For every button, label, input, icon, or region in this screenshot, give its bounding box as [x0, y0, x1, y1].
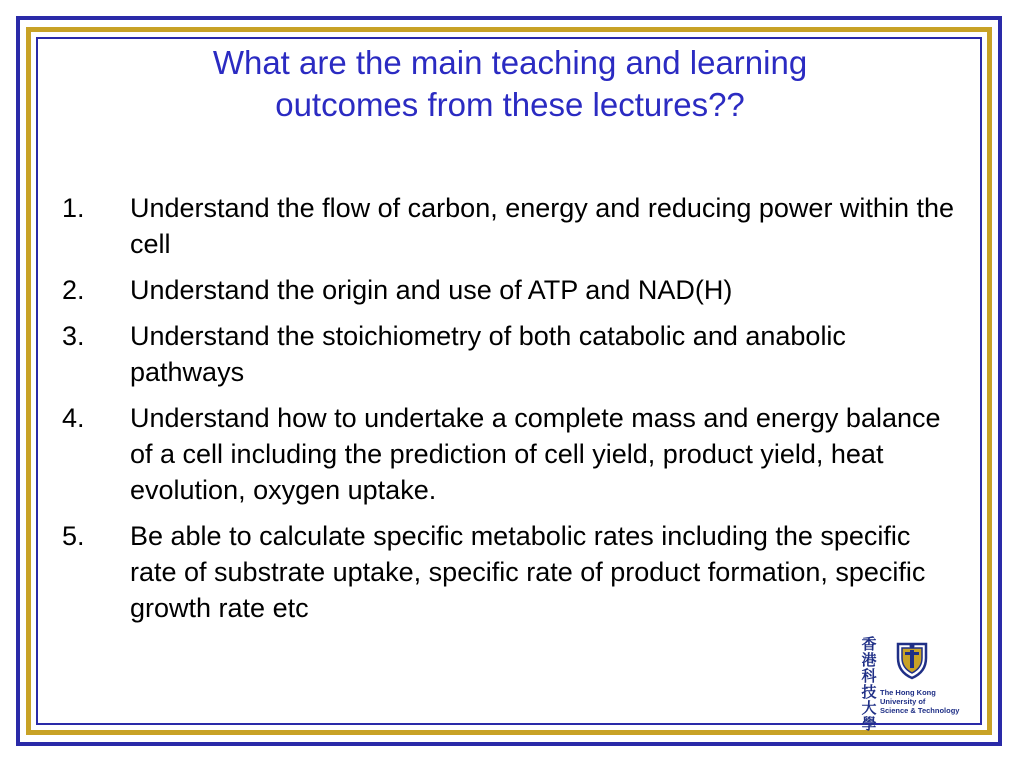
outcome-item: [62, 272, 962, 308]
outcome-text: Be able to calculate specific metabolic rates including the specific rate of substrate uptake, specific rate of product formation, specific growth rate etc: [130, 521, 926, 623]
outcome-item: [62, 190, 962, 262]
outcome-text: Understand the origin and use of ATP and NAD(H): [130, 275, 733, 305]
logo-chinese-name: 香港科技大學: [861, 635, 877, 733]
outcome-item: [62, 518, 962, 626]
logo-english-name: [880, 688, 972, 715]
outcome-number: 1.: [62, 193, 85, 223]
slide-title: [60, 42, 960, 126]
outcome-item: [62, 318, 962, 390]
outcome-text: Understand how to undertake a complete mass and energy balance of a cell including the prediction of cell yield, product yield, heat evolution, oxygen uptake.: [130, 403, 941, 505]
outcome-text: Understand the flow of carbon, energy and reducing power within the cell: [130, 193, 955, 259]
outcome-number: 2.: [62, 275, 85, 305]
outcomes-list: [62, 190, 962, 636]
outcome-number: 4.: [62, 403, 85, 433]
slide-title-line-2: outcomes from these lectures??: [275, 86, 745, 123]
outcome-item: [62, 400, 962, 508]
logo-name-line-1: The Hong Kong: [880, 688, 936, 697]
logo-name-line-3: Science & Technology: [880, 706, 960, 715]
slide-title-line-1: What are the main teaching and learning: [212, 44, 808, 81]
outcome-number: 3.: [62, 321, 85, 351]
outcome-number: 5.: [62, 521, 85, 551]
outcome-text: Understand the stoichiometry of both catabolic and anabolic pathways: [130, 321, 846, 387]
university-logo: [850, 635, 970, 733]
university-emblem-icon: [894, 640, 930, 680]
logo-name-line-2: University of: [880, 697, 926, 706]
